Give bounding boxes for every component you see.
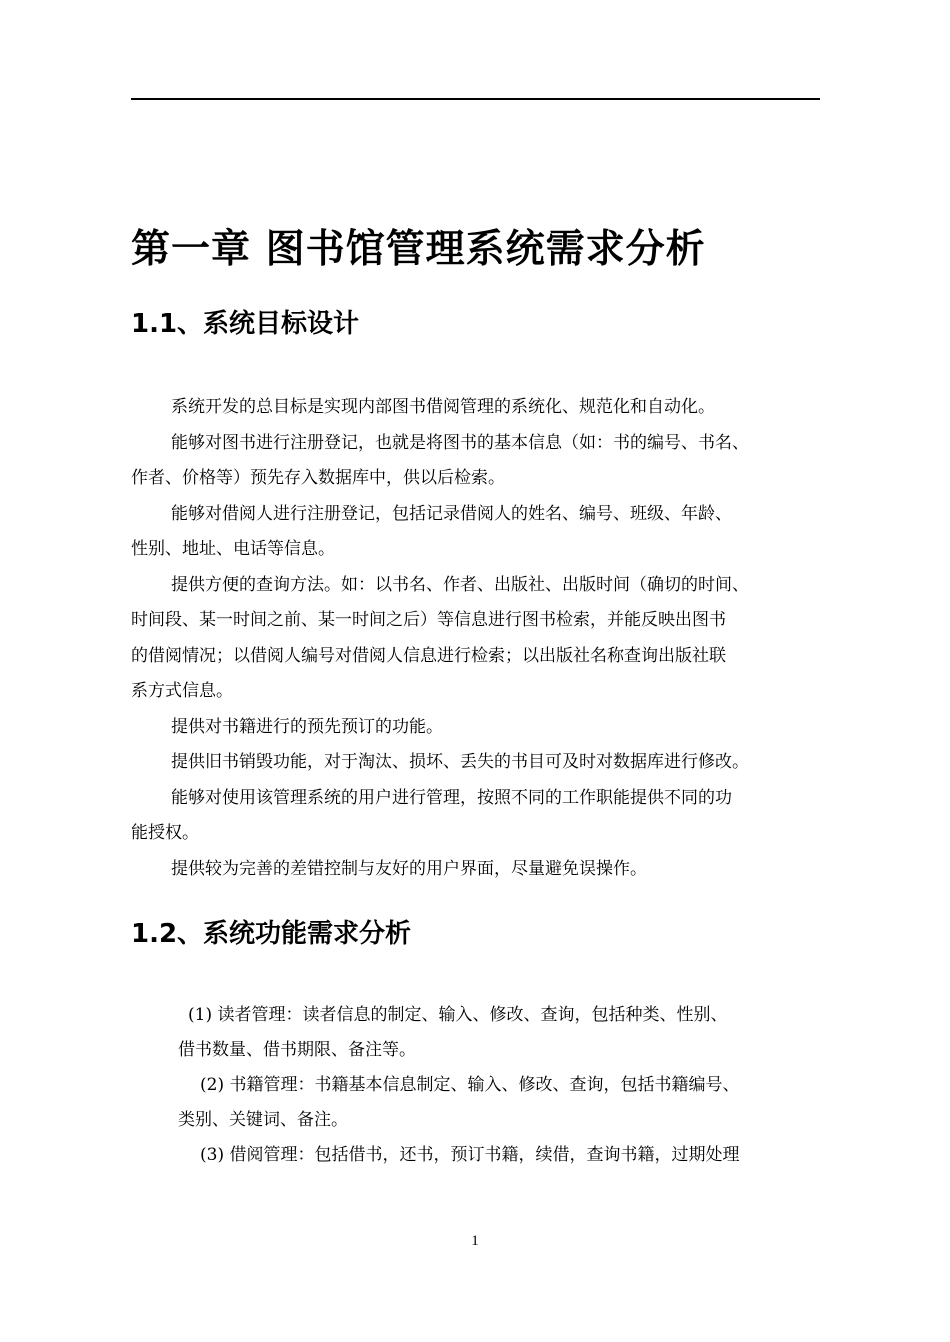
list-item-continuation: 借书数量、借书期限、备注等。 <box>178 1040 416 1060</box>
paragraph-line: 的借阅情况；以借阅人编号对借阅人信息进行检索；以出版社名称查询出版社联 <box>131 645 726 666</box>
paragraph-line: 提供旧书销毁功能，对于淘汰、损坏、丢失的书目可及时对数据库进行修改。 <box>171 752 749 772</box>
section-1-1-body <box>131 390 831 887</box>
list-item: (3) 借阅管理：包括借书，还书，预订书籍，续借，查询书籍，过期处理 <box>200 1145 740 1165</box>
section-title-1-1: 1.1、系统目标设计 <box>131 309 360 339</box>
paragraph-line: 时间段、某一时间之前、某一时间之后）等信息进行图书检索，并能反映出图书 <box>131 610 726 630</box>
paragraph-line: 能够对使用该管理系统的用户进行管理，按照不同的工作职能提供不同的功 <box>171 787 732 808</box>
page-number: 1 <box>471 1233 479 1249</box>
paragraph-line: 提供对书籍进行的预先预订的功能。 <box>171 716 443 737</box>
paragraph-line: 系统开发的总目标是实现内部图书借阅管理的系统化、规范化和自动化。 <box>171 397 715 417</box>
paragraph-line: 提供较为完善的差错控制与友好的用户界面，尽量避免误操作。 <box>171 858 647 879</box>
list-item: (1) 读者管理：读者信息的制定、输入、修改、查询，包括种类、性别、 <box>188 1005 728 1025</box>
paragraph-line: 作者、价格等）预先存入数据库中，供以后检索。 <box>131 468 505 488</box>
header-rule <box>131 98 820 100</box>
paragraph-line: 系方式信息。 <box>131 681 233 701</box>
paragraph-line: 能够对借阅人进行注册登记，包括记录借阅人的姓名、编号、班级、年龄、 <box>171 503 732 524</box>
list-item-continuation: 类别、关键词、备注。 <box>178 1110 348 1130</box>
paragraph-line: 能授权。 <box>131 823 199 843</box>
paragraph-line: 性别、地址、电话等信息。 <box>131 539 335 559</box>
list-item: (2) 书籍管理：书籍基本信息制定、输入、修改、查询，包括书籍编号、 <box>200 1075 740 1095</box>
chapter-title: 第一章 图书馆管理系统需求分析 <box>131 226 706 272</box>
paragraph-line: 能够对图书进行注册登记，也就是将图书的基本信息（如：书的编号、书名、 <box>171 432 749 453</box>
section-1-2-list <box>178 998 838 1173</box>
section-title-1-2: 1.2、系统功能需求分析 <box>131 919 412 949</box>
paragraph-line: 提供方便的查询方法。如：以书名、作者、出版社、出版时间（确切的时间、 <box>171 574 749 595</box>
